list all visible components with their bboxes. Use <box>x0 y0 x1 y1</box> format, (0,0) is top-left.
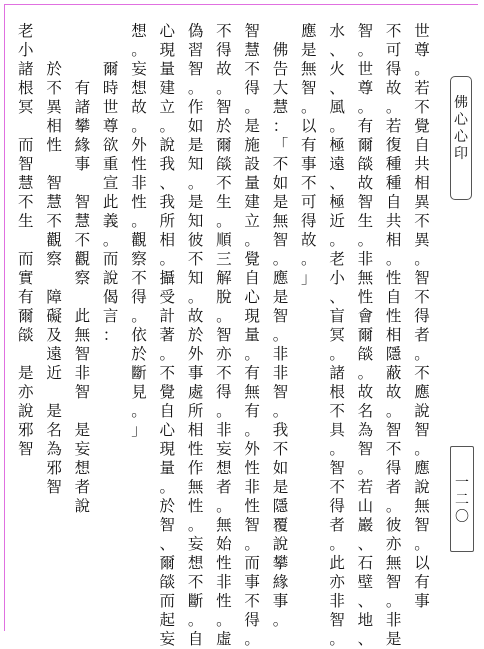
text-column: 不 可 得 故 。 若 復 種 種 自 共 相 。 性 自 性 相 隱 蔽 故 。 智 不 得 者 。 彼 亦 無 智 。 非 是 <box>385 22 402 648</box>
text-column: 世 尊 。 若 不 覺 自 共 相 異 不 異 。 智 不 得 者 。 不 應 說 智 。 應 說 無 智 。 以 有 事 <box>414 22 430 610</box>
text-column: 有 諸 攀 緣 事 智 慧 不 觀 察 此 無 智 非 智 是 妄 想 者 說 <box>74 79 91 515</box>
text-column: 心 現 量 建 立 。 說 我 、 我 所 相 。 攝 受 計 著 。 不 覺 自 心 現 量 。 於 智 、 爾 燄 而 起 妄 <box>159 22 176 648</box>
text-column: 智 。 世 尊 。 有 爾 燄 故 智 生 。 非 無 性 會 爾 燄 。 故 名 為 智 。 若 山 巖 、 石 壁 、 地 、 <box>357 22 374 648</box>
text-column: 爾 時 世 尊 欲 重 宣 此 義 。 而 說 偈 言 ： <box>102 60 119 344</box>
text-column: 想 。 妄 想 故 。 外 性 非 性 。 觀 察 不 得 。 依 於 斷 見 。 」 <box>131 22 147 439</box>
text-column: 水 、 火 、 風 。 極 遠 、 極 近 。 老 小 、 盲 冥 。 諸 根 不 具 。 智 不 得 者 。 此 亦 非 智 。 <box>329 22 345 648</box>
text-column: 智 慧 不 得 。 是 施 設 量 建 立 。 覺 自 心 現 量 。 有 無 有 。 外 性 非 性 智 。 而 事 不 得 。 <box>244 22 260 648</box>
scripture-text <box>8 22 433 648</box>
text-column: 於 不 異 相 性 智 慧 不 觀 察 障 礙 及 遠 近 是 名 為 邪 智 <box>46 60 62 496</box>
page-number-tab: 一 二 〇 <box>450 446 474 552</box>
text-column: 偽 習 智 。 作 如 是 知 。 是 知 彼 不 知 。 故 於 外 事 處 所 相 性 作 無 性 。 妄 想 不 斷 。 自 <box>187 22 204 648</box>
book-title-tab: 佛 心 心 印 <box>450 76 472 200</box>
text-column: 老 小 諸 根 冥 而 智 慧 不 生 而 實 有 爾 燄 是 亦 說 邪 智 <box>18 22 34 458</box>
text-column: 不 得 故 。 智 於 爾 燄 不 生 。 順 三 解 脫 。 智 亦 不 得 。 非 妄 想 者 。 無 始 性 非 性 。 虛 <box>216 22 232 648</box>
text-column: 佛 告 大 慧 ： 「 不 如 是 無 智 。 應 是 智 。 非 非 智 。 我 不 如 是 隱 覆 說 攀 緣 事 。 <box>272 41 289 629</box>
text-column: 應 是 無 智 。 以 有 事 不 可 得 故 。 」 <box>301 22 317 287</box>
